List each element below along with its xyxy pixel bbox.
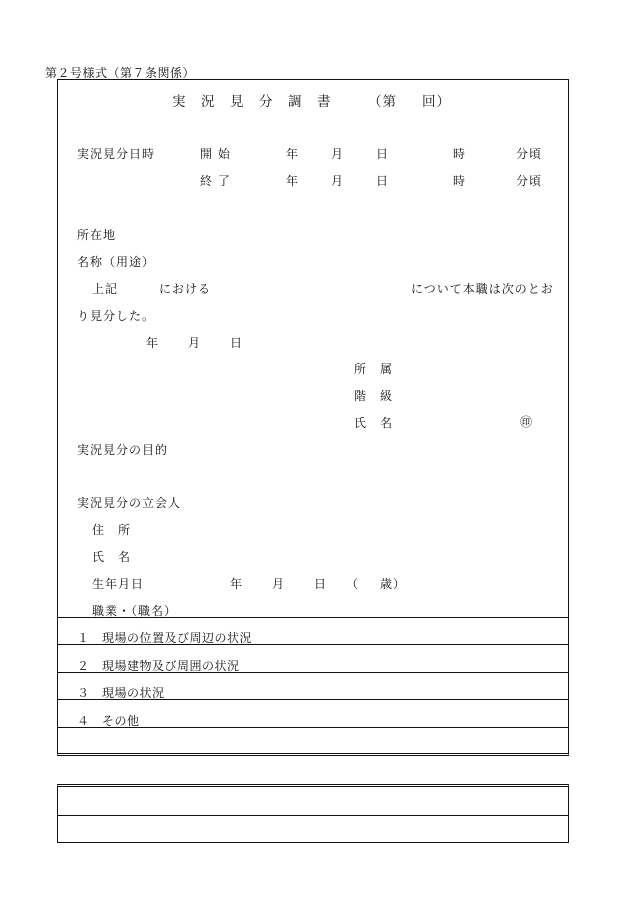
statement-prefix: 上記 xyxy=(92,282,119,296)
section-divider xyxy=(57,617,569,618)
continuation-divider xyxy=(58,815,568,816)
rank-label: 階 級 xyxy=(354,389,394,403)
end-label: 終 了 xyxy=(200,174,231,188)
officer-name-label: 氏 名 xyxy=(354,416,394,430)
age-open: （ xyxy=(346,577,360,591)
name-usage-label: 名称（用途） xyxy=(77,255,156,269)
section-4-heading: ４ その他 xyxy=(77,714,140,728)
signature-month-unit: 月 xyxy=(188,336,202,350)
witness-birth-label: 生年月日 xyxy=(92,577,145,591)
start-minute-unit: 分頃 xyxy=(516,147,543,161)
section-divider xyxy=(57,672,569,673)
witness-occupation-label: 職業・（職名） xyxy=(92,604,178,618)
witness-address-label: 住 所 xyxy=(92,523,132,537)
birth-month-unit: 月 xyxy=(272,577,286,591)
continuation-box xyxy=(57,784,569,843)
statement-about: について本職は次のとお xyxy=(411,282,554,296)
address-label: 所在地 xyxy=(77,228,117,242)
witness-label: 実況見分の立会人 xyxy=(77,496,182,510)
birth-year-unit: 年 xyxy=(230,577,244,591)
age-close: 歳） xyxy=(380,577,407,591)
title-count-close: 回） xyxy=(422,94,451,110)
inspection-datetime-label: 実況見分日時 xyxy=(77,147,156,161)
start-day-unit: 日 xyxy=(376,147,390,161)
section-divider xyxy=(57,644,569,645)
section-1-heading: １ 現場の位置及び周辺の状況 xyxy=(77,631,253,645)
end-minute-unit: 分頃 xyxy=(516,174,543,188)
signature-year-unit: 年 xyxy=(146,336,160,350)
end-hour-unit: 時 xyxy=(453,174,467,188)
statement-continuation: り見分した。 xyxy=(77,309,156,323)
seal-mark: ㊞ xyxy=(520,415,534,429)
section-3-heading: ３ 現場の状況 xyxy=(77,686,165,700)
birth-day-unit: 日 xyxy=(314,577,328,591)
purpose-label: 実況見分の目的 xyxy=(77,443,169,457)
signature-day-unit: 日 xyxy=(230,336,244,350)
start-label: 開 始 xyxy=(200,147,231,161)
start-year-unit: 年 xyxy=(286,147,300,161)
end-day-unit: 日 xyxy=(376,174,390,188)
report-form-box xyxy=(57,79,569,756)
start-month-unit: 月 xyxy=(331,147,345,161)
end-year-unit: 年 xyxy=(286,174,300,188)
section-divider xyxy=(57,699,569,700)
section-divider xyxy=(57,727,569,728)
start-hour-unit: 時 xyxy=(453,147,467,161)
title-count-open: （第 xyxy=(368,94,397,110)
affiliation-label: 所 属 xyxy=(354,362,394,376)
document-title: 実 況 見 分 調 書 xyxy=(172,94,332,110)
statement-at: における xyxy=(159,282,212,296)
end-month-unit: 月 xyxy=(331,174,345,188)
witness-name-label: 氏 名 xyxy=(92,550,132,564)
form-number-label: 第２号様式（第７条関係） xyxy=(45,66,196,80)
section-2-heading: ２ 現場建物及び周囲の状況 xyxy=(77,659,240,673)
